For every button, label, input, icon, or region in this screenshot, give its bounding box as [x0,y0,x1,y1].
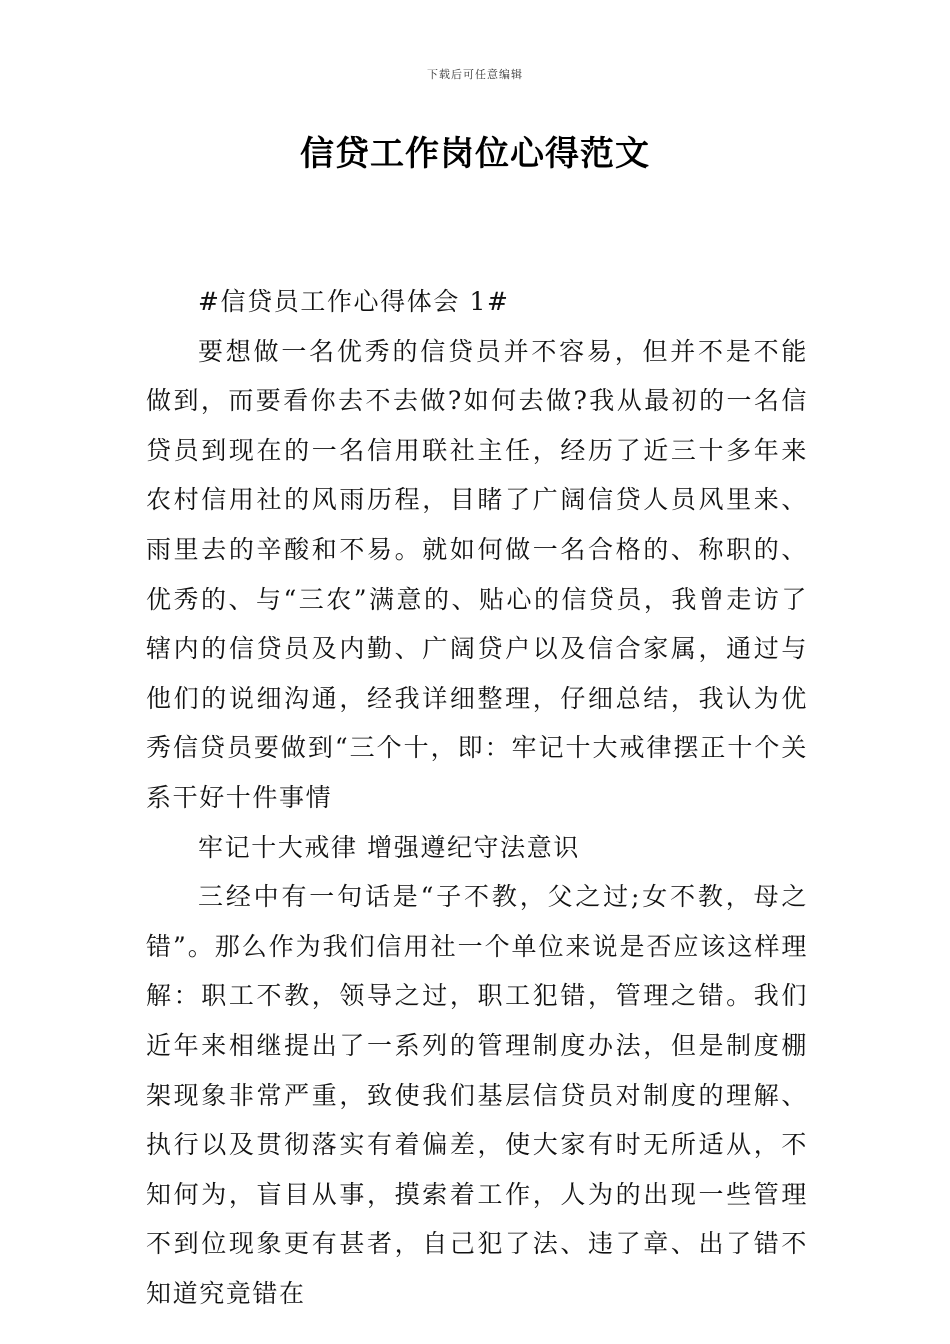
document-body [146,277,808,1318]
header-note: 下载后可任意编辑 [427,68,523,81]
document-title: 信贷工作岗位心得范文 [300,134,650,174]
body-paragraph: 三经中有一句话是“子不教，父之过;女不教，母之错”。那么作为我们信用社一个单位来说是否应该这样理解：职工不教，领导之过，职工犯错，管理之错。我们近年来相继提出了一系列的管理制度办法，但是制度棚架现象非常严重，致使我们基层信贷员对制度的理解、执行以及贯彻落实有着偏差，使大家有时无所适从，不知何为，盲目从事，摸索着工作，人为的出现一些管理不到位现象更有甚者，自己犯了法、违了章、出了错不知道究竟错在 [146,882,808,1308]
section-heading-1: #信贷员工作心得体会 1# [198,287,510,316]
section-subheading: 牢记十大戒律 增强遵纪守法意识 [198,832,580,862]
body-paragraph: 要想做一名优秀的信贷员并不容易，但并不是不能做到，而要看你去不去做?如何去做?我从最初的一名信贷员到现在的一名信用联社主任，经历了近三十多年来农村信用社的风雨历程，目睹了广阔信贷人员风里来、雨里去的辛酸和不易。就如何做一名合格的、称职的、优秀的、与“三农”满意的、贴心的信贷员，我曾走访了辖内的信贷员及内勤、广阔贷户以及信合家属，通过与他们的说细沟通，经我详细整理，仔细总结，我认为优秀信贷员要做到“三个十，即：牢记十大戒律摆正十个关系干好十件事情 [146,336,808,812]
